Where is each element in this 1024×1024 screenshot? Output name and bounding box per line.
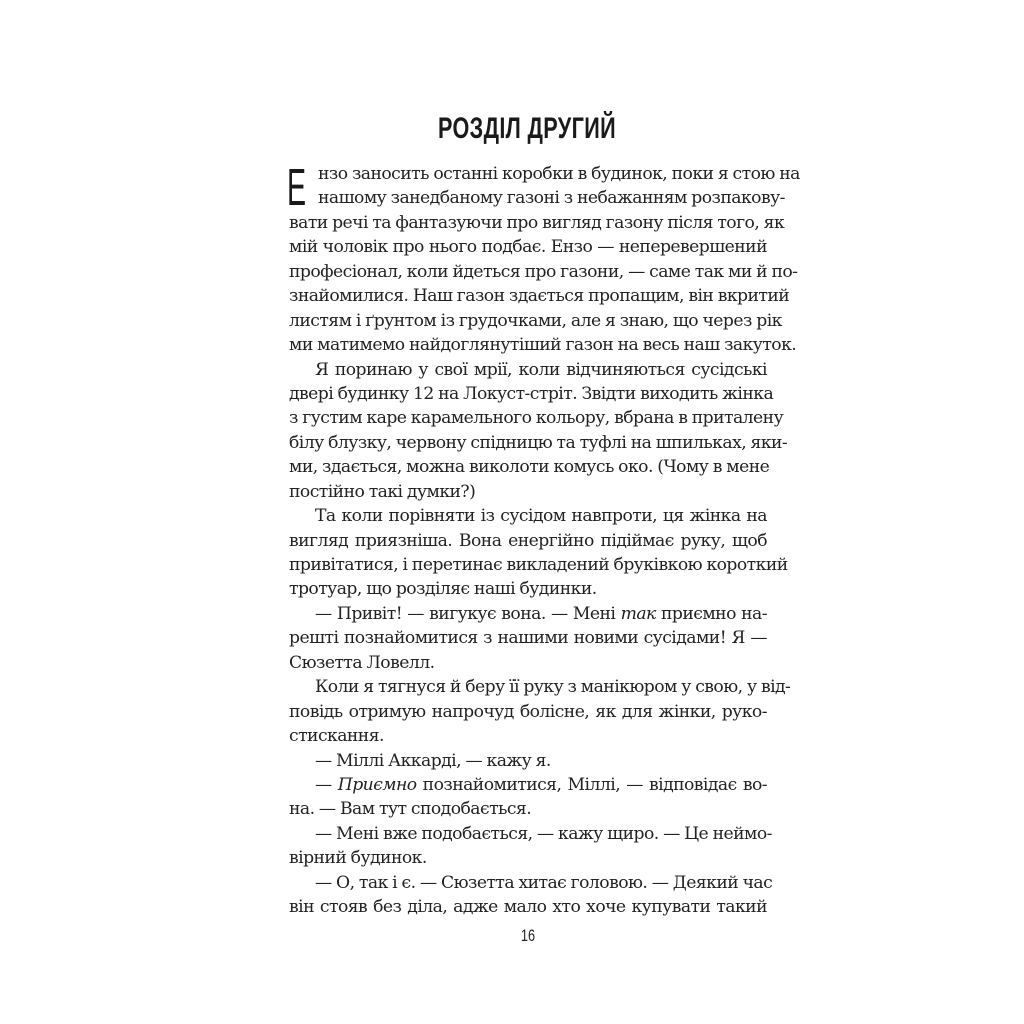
text-line: мій чоловік про нього подбає. Ензо — неперевершений <box>289 237 767 258</box>
text-line: тротуар, що розділяє наші будинки. <box>289 579 597 600</box>
text-line: вірний будинок. <box>289 848 427 869</box>
text-line: Сюзетта Ловелл. <box>289 652 435 673</box>
text-line: Я поринаю у свої мрії, коли відчиняються сусідські <box>315 359 767 380</box>
text-line: вигляд приязніша. Вона енергійно підіймає руку, щоб <box>289 530 767 551</box>
text-line: повідь отримую напрочуд болісне, як для жінки, руко- <box>289 701 767 722</box>
text-line: професіонал, коли йдеться про газони, — саме так ми й по- <box>289 261 798 282</box>
text-line: привітатися, і перетинає викладений бруківкою короткий <box>289 555 788 575</box>
text-line: стискання. <box>289 726 384 747</box>
text-line: знайомилися. Наш газон здається пропащим, він вкритий <box>289 286 790 307</box>
text-line: з густим каре карамельного кольору, вбрана в приталену <box>289 408 784 429</box>
text-line: Коли я тягнуся й беру її руку з манікюром у свою, у від- <box>315 677 791 698</box>
text-line: нашому занедбаному газоні з небажанням розпакову- <box>318 188 785 209</box>
text-line: постійно такі думки?) <box>289 481 476 502</box>
text-line: на. — Вам тут сподобається. <box>289 799 532 820</box>
drop-cap: Е <box>287 159 306 217</box>
text-line: двері будинку 12 на Локуст-стріт. Звідти виходить жінка <box>289 383 774 404</box>
text-line: Та коли порівняти із сусідом навпроти, ця жінка на <box>315 506 767 527</box>
text-line: — Міллі Аккарді, — кажу я. <box>315 750 551 771</box>
chapter-title: РОЗДІЛ ДРУГИЙ <box>438 112 616 145</box>
text-segment: приємно на- <box>655 603 767 624</box>
text-line: решті познайомитися з нашими новими сусідами! Я — <box>289 628 767 649</box>
text-line: він стояв без діла, адже мало хто хоче купувати такий <box>289 897 767 918</box>
text-line: ми матимемо найдоглянутіший газон на весь наш закуток. <box>289 335 797 356</box>
body-text <box>287 159 800 920</box>
text-line <box>289 602 767 626</box>
text-line: листям і ґрунтом із грудочками, але я знаю, що через рік <box>289 310 782 331</box>
text-line: — О, так і є. — Сюзетта хитає головою. — Деякий час <box>315 872 773 893</box>
text-line: — Мені вже подобається, — кажу щиро. — Це неймо- <box>315 823 772 844</box>
text-line: нзо заносить останні коробки в будинок, поки я стою на <box>318 164 800 184</box>
page-number: 16 <box>520 926 536 945</box>
text-line: білу блузку, червону спідницю та туфлі на шпильках, яки- <box>289 432 788 453</box>
text-line: вати речі та фантазуючи про вигляд газону після того, як <box>289 212 785 233</box>
emphasis-text: Приємно <box>337 774 417 795</box>
text-segment: — <box>315 774 338 795</box>
text-line: ми, здається, можна виколоти комусь око. (Чому в мене <box>289 457 770 478</box>
text-segment: познайомитися, Міллі, — відповідає во- <box>416 774 767 795</box>
emphasis-text: так <box>620 603 656 624</box>
text-line <box>289 773 767 797</box>
text-segment: — Привіт! — вигукує вона. — Мені <box>315 603 621 624</box>
